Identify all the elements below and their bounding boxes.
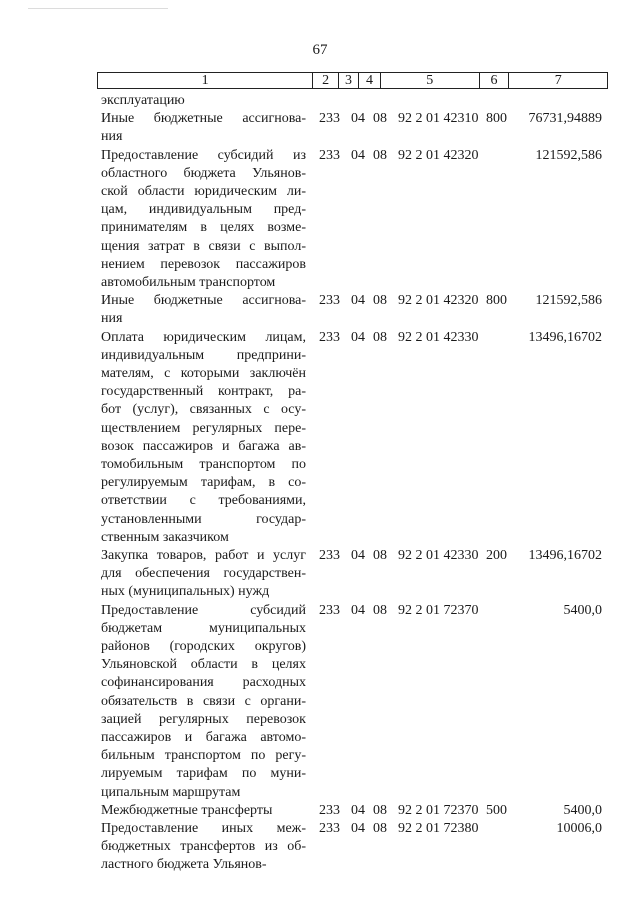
row-target-item-code: 92 2 01 42310 [398,111,479,127]
table-row [0,602,640,802]
row-gr-code: 233 [319,329,340,345]
row-name-line: областного бюджета Ульянов- [101,165,306,181]
row-target-item-code: 92 2 01 42330 [398,548,479,563]
row-target-item-code: 92 2 01 42320 [398,147,479,163]
row-name-line: индивидуальным предприни- [101,347,306,363]
row-gr-code: 233 [319,802,340,818]
row-name-line: ответствии с требованиями, [101,493,306,509]
row-expense-type-code: 200 [486,548,507,563]
header-col-5: 5 [381,73,480,88]
table-header [97,72,608,89]
row-name-line: томобильным транспортом по [101,457,306,473]
row-name-line: бильным транспортом по регу- [101,748,306,764]
row-name-line: государственный контракт, ра- [101,384,306,400]
table-row [0,92,640,110]
row-subsection-code: 08 [373,802,387,818]
row-name-line: Закупка товаров, работ и услуг [101,548,306,563]
row-name-line: Межбюджетные трансферты [101,802,273,818]
table-row [0,292,640,328]
row-amount: 76731,94889 [528,111,602,127]
row-gr-code: 233 [319,548,340,563]
row-gr-code: 233 [319,293,340,309]
row-name [101,602,306,802]
row-name-line: ственным заказчиком [101,529,229,545]
header-col-4: 4 [359,73,381,88]
row-name [101,110,306,146]
row-name-line: цам, индивидуальным пред- [101,202,306,218]
row-expense-type-code: 500 [486,802,507,818]
row-amount: 5400,0 [563,802,602,818]
row-name [101,547,306,602]
row-name-line: для обеспечения государствен- [101,566,306,582]
row-name-line: Оплата юридическим лицам, [101,329,306,345]
row-name-line: Предоставление субсидий из [101,147,306,163]
row-target-item-code: 92 2 01 72370 [398,802,479,818]
row-section-code: 04 [351,111,365,127]
row-section-code: 04 [351,602,365,618]
row-name-line: лируемым тарифам по муни- [101,766,306,782]
row-name-line: ществлением регулярных пере- [101,420,306,436]
row-name-line: зацией регулярных перевозок [101,711,306,727]
row-name-line: бот (услуг), связанных с осу- [101,402,306,418]
table-row [0,110,640,146]
table-row [0,147,640,293]
row-target-item-code: 92 2 01 42320 [398,293,479,309]
row-name-line: эксплуатацию [101,93,185,108]
row-subsection-code: 08 [373,111,387,127]
scan-artifact [28,8,168,9]
row-name-line: обязательств в связи с органи- [101,693,306,709]
row-subsection-code: 08 [373,821,387,836]
row-name-line: ния [101,129,123,145]
row-section-code: 04 [351,293,365,309]
row-subsection-code: 08 [373,602,387,618]
table-row [0,820,640,875]
row-name-line: ской области юридическим ли- [101,184,306,199]
row-name-line: мателям, с которыми заключён [101,366,306,381]
header-col-7: 7 [554,73,562,88]
row-expense-type-code: 800 [486,111,507,127]
row-amount: 13496,16702 [528,548,602,563]
row-gr-code: 233 [319,602,340,618]
table-row [0,802,640,820]
header-col-1: 1 [98,73,313,88]
row-gr-code: 233 [319,111,340,127]
row-amount: 13496,16702 [528,329,602,345]
page-number: 67 [312,42,328,58]
table-row [0,329,640,547]
row-name-line: пассажиров и багажа автомо- [101,730,306,746]
row-section-code: 04 [351,329,365,345]
header-col-6: 6 [480,73,510,88]
row-name-line: автомобильным транспортом [101,275,276,291]
row-name [101,292,306,328]
row-name-line: возок пассажиров и багажа ав- [101,438,306,454]
header-col-2: 2 [313,73,339,88]
row-section-code: 04 [351,548,365,563]
row-name-line: ных (муниципальных) нужд [101,584,270,600]
row-name-line: регулируемым тарифам, в со- [101,475,306,491]
row-amount: 10006,0 [556,821,602,836]
row-name-line: принимателям в целях возме- [101,220,306,236]
row-section-code: 04 [351,147,365,163]
header-col-3: 3 [339,73,359,88]
row-gr-code: 233 [319,147,340,163]
row-section-code: 04 [351,802,365,818]
row-name-line: Предоставление субсидий [101,602,306,618]
row-gr-code: 233 [319,821,340,836]
row-name-line: Иные бюджетные ассигнова- [101,293,306,309]
row-name [101,329,306,547]
row-amount: 121592,586 [535,147,602,163]
row-target-item-code: 92 2 01 72380 [398,821,479,836]
row-name-line: ния [101,311,123,327]
row-amount: 5400,0 [563,602,602,618]
row-name-line: ластного бюджета Ульянов- [101,857,267,873]
row-name-line: бюджетам муниципальных [101,620,306,636]
row-name-line: Ульяновской области в целях [101,657,306,673]
row-subsection-code: 08 [373,329,387,345]
row-name-line: софинансирования расходных [101,675,306,691]
row-name [101,147,306,293]
row-section-code: 04 [351,821,365,836]
row-name [101,820,306,875]
row-target-item-code: 92 2 01 42330 [398,329,479,345]
row-name-line: Предоставление иных меж- [101,821,306,836]
row-name-line: Иные бюджетные ассигнова- [101,111,306,127]
row-name-line: бюджетных трансфертов из об- [101,839,306,855]
row-subsection-code: 08 [373,293,387,309]
table-row [0,547,640,602]
row-subsection-code: 08 [373,147,387,163]
row-name-line: нением перевозок пассажиров [101,256,306,272]
row-subsection-code: 08 [373,548,387,563]
row-name-line: щения затрат в связи с выпол- [101,238,306,254]
row-name-line: установленными государ- [101,511,306,527]
row-name [101,92,306,110]
row-name [101,802,306,820]
row-target-item-code: 92 2 01 72370 [398,602,479,618]
row-name-line: районов (городских округов) [101,639,306,654]
row-expense-type-code: 800 [486,293,507,309]
row-amount: 121592,586 [535,293,602,309]
row-name-line: ципальным маршрутам [101,784,241,800]
